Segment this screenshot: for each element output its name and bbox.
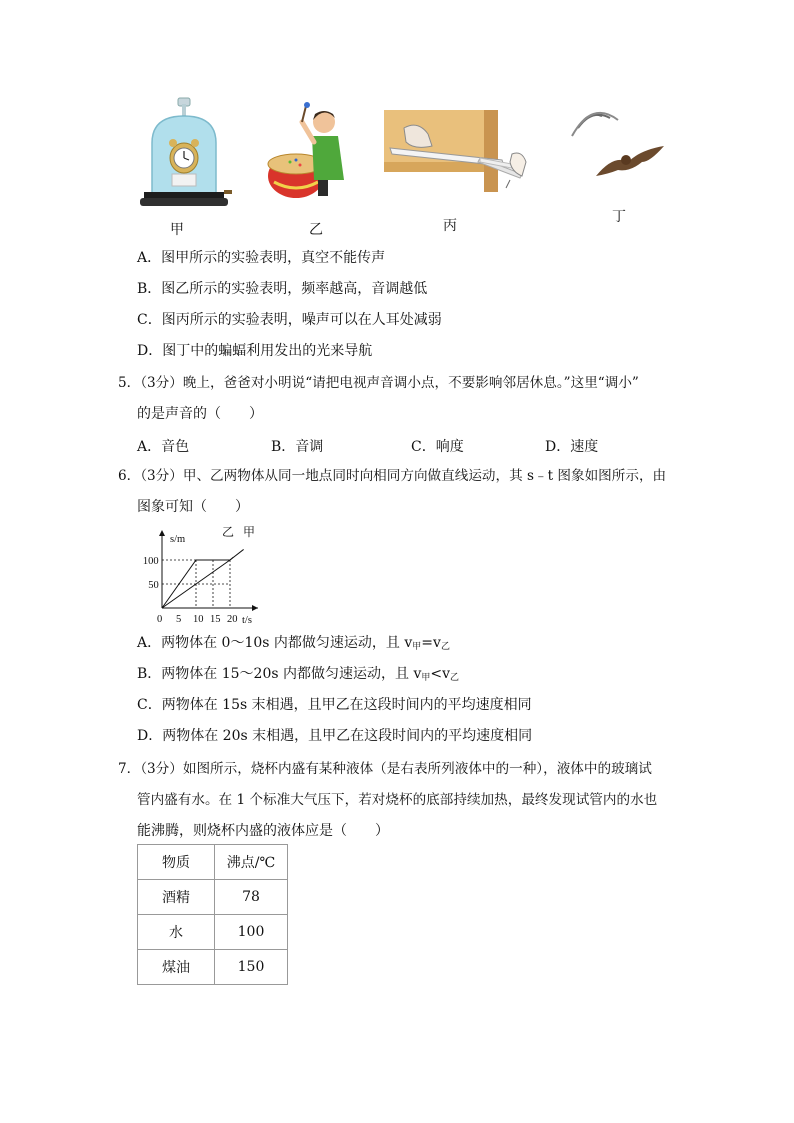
table-header-cell: 沸点/℃ <box>215 845 288 880</box>
q6-option-a-mid: =v <box>421 635 441 651</box>
table-cell: 水 <box>138 915 215 950</box>
figure-label-jia: 甲 <box>170 222 184 238</box>
q6-stem-line1: 6．（3分）甲、乙两物体从同一地点同时向相同方向做直线运动，其 s﹣t 图象如图所示，由 <box>118 468 667 484</box>
bell-jar-clock-image <box>140 98 232 210</box>
series-line-yi-extension <box>230 557 233 560</box>
q6-option-b[interactable] <box>137 665 459 687</box>
table-header-row <box>138 845 288 880</box>
x-tick-label: 5 <box>176 614 182 625</box>
s-t-chart <box>142 524 266 628</box>
q5-option-c[interactable]: C．响度 <box>411 439 464 455</box>
boiling-point-table <box>137 844 288 985</box>
table-cell: 78 <box>215 880 288 915</box>
q6-option-b-mid: <v <box>430 666 451 682</box>
x-axis-arrow <box>252 605 258 611</box>
table-row <box>138 880 288 915</box>
q6-option-a-sub1: 甲 <box>412 642 422 652</box>
q6-option-a[interactable] <box>137 634 450 656</box>
q5-option-d[interactable]: D．速度 <box>545 439 599 455</box>
x-tick-label: 15 <box>210 614 221 625</box>
q6-option-c[interactable]: C．两物体在 15s 末相遇，且甲乙在这段时间内的平均速度相同 <box>137 697 532 713</box>
q4-option-c[interactable]: C．图丙所示的实验表明，噪声可以在人耳处减弱 <box>137 312 442 328</box>
table-row <box>138 915 288 950</box>
series-label-jia: 甲 <box>243 525 256 539</box>
q7-stem-line1: 7．（3分）如图所示，烧杯内盛有某种液体（是右表所列液体中的一种），液体中的玻璃试 <box>118 761 652 777</box>
q6-option-b-text: B．两物体在 15～20s 内都做匀速运动，且 v <box>137 666 422 682</box>
series-label-yi: 乙 <box>222 525 235 539</box>
figure-label-ding: 丁 <box>612 209 626 225</box>
q7-stem-line3: 能沸腾，则烧杯内盛的液体应是（ ） <box>137 823 389 839</box>
x-tick-label: 0 <box>157 614 163 625</box>
y-axis-arrow <box>159 530 165 536</box>
y-axis-label: s/m <box>170 534 186 545</box>
table-cell: 150 <box>215 950 288 985</box>
q6-option-b-sub1: 甲 <box>421 673 431 683</box>
x-axis-label: t/s <box>242 615 252 626</box>
ruler-table-image <box>384 110 544 192</box>
q4-option-b[interactable]: B．图乙所示的实验表明，频率越高，音调越低 <box>137 281 428 297</box>
q6-option-a-text: A．两物体在 0～10s 内都做匀速运动，且 v <box>137 635 413 651</box>
q6-stem-line2: 图象可知（ ） <box>137 499 249 515</box>
drum-child-image <box>266 102 350 202</box>
table-cell: 酒精 <box>138 880 215 915</box>
q5-stem-line2: 的是声音的（ ） <box>137 406 263 422</box>
figure-label-yi: 乙 <box>309 222 323 238</box>
q5-stem-line1: 5．（3分）晚上，爸爸对小明说“请把电视声音调小点，不要影响邻居休息。”这里“调小” <box>118 375 639 391</box>
table-cell: 100 <box>215 915 288 950</box>
table-cell: 煤油 <box>138 950 215 985</box>
q6-option-d[interactable]: D．两物体在 20s 末相遇，且甲乙在这段时间内的平均速度相同 <box>137 728 533 744</box>
q4-option-a[interactable]: A．图甲所示的实验表明，真空不能传声 <box>137 250 386 266</box>
q5-option-a[interactable]: A．音色 <box>137 439 190 455</box>
table-header-cell: 物质 <box>138 845 215 880</box>
q5-option-b[interactable]: B．音调 <box>271 439 324 455</box>
bat-echolocation-image <box>570 110 670 184</box>
x-tick-label: 20 <box>227 614 238 625</box>
x-tick-label: 10 <box>193 614 204 625</box>
y-tick-label: 50 <box>148 580 159 591</box>
q7-stem-line2: 管内盛有水。在 1 个标准大气压下，若对烧杯的底部持续加热，最终发现试管内的水也 <box>137 792 658 808</box>
q6-option-b-sub2: 乙 <box>450 673 460 683</box>
figure-label-bing: 丙 <box>443 218 457 234</box>
q4-option-d[interactable]: D．图丁中的蝙蝠利用发出的光来导航 <box>137 343 373 359</box>
q6-option-a-sub2: 乙 <box>440 642 450 652</box>
table-row <box>138 950 288 985</box>
y-tick-label: 100 <box>142 556 159 567</box>
